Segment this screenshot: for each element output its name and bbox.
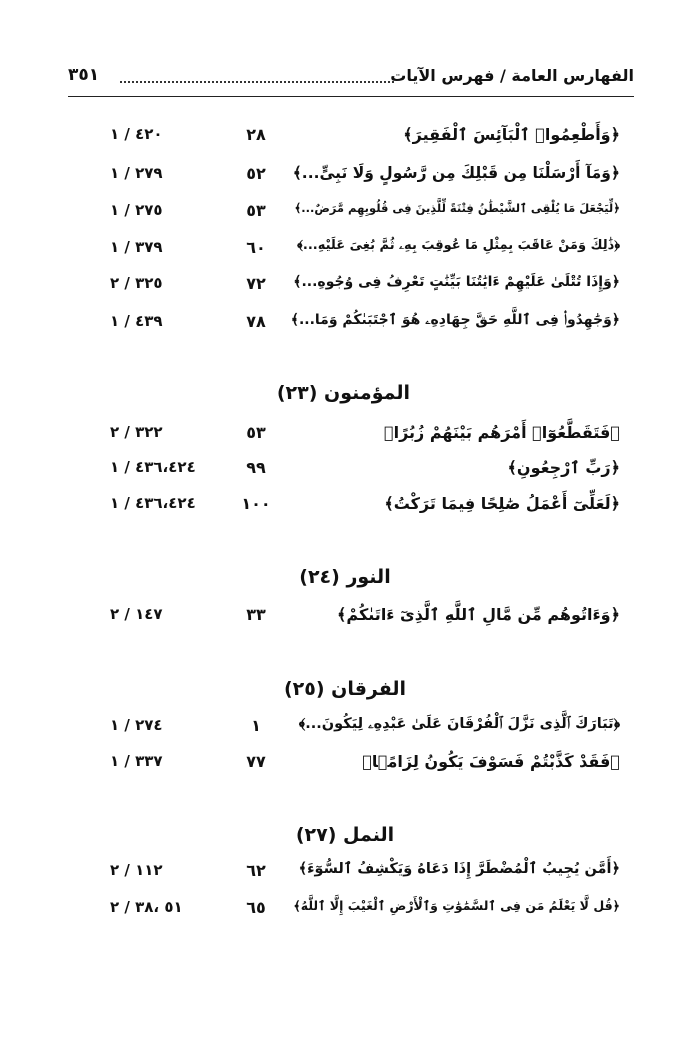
index-entry <box>0 605 700 635</box>
section-title-al-muminun: المؤمنون (٢٣) <box>276 382 410 404</box>
verse-number: ٢٨ <box>246 125 266 144</box>
index-entry <box>0 312 700 342</box>
index-entry <box>0 861 700 891</box>
verse-number: ٦٥ <box>246 898 266 917</box>
verse-text: ﴿وَإِذَا تُتْلَىٰ عَلَيْهِمْ ءَايَٰتُنَا بَيِّنَٰتٍ تَعْرِفُ فِى وُجُوهِ...﴾ <box>293 274 620 290</box>
index-entry <box>0 164 700 194</box>
verse-text: ﴿لَعَلِّىٓ أَعْمَلُ صَٰلِحًا فِيمَا تَرَكْتُ﴾ <box>384 494 620 513</box>
page-reference: ٢٧٤ / ١ <box>110 716 163 734</box>
verse-text: ﴿لِّيَجْعَلَ مَا يُلْقِى ٱلشَّيْطَٰنُ فِتْنَةً لِّلَّذِينَ فِى قُلُوبِهِم مَّرَضٌ...﴾ <box>294 201 620 215</box>
verse-number: ٥٢ <box>246 164 266 183</box>
verse-number: ١٠٠ <box>241 494 271 513</box>
index-entry <box>0 494 700 524</box>
page-reference: ٣٢٥ / ٢ <box>110 274 163 292</box>
index-entry <box>0 201 700 231</box>
page-reference: ٤٣٩ / ١ <box>110 312 163 330</box>
page-header <box>68 62 634 97</box>
index-entry <box>0 458 700 488</box>
verse-number: ٥٣ <box>246 201 266 220</box>
index-entry <box>0 274 700 304</box>
page-reference: ٢٧٥ / ١ <box>110 201 163 219</box>
verse-text: ﴿وَجَٰهِدُوا۟ فِى ٱللَّهِ حَقَّ جِهَادِهِۦ هُوَ ٱجْتَبَىٰكُمْ وَمَا...﴾ <box>290 312 620 328</box>
verse-number: ٦٢ <box>246 861 266 880</box>
verse-number: ٥٣ <box>246 423 266 442</box>
page-reference: ١١٢ / ٢ <box>110 861 163 879</box>
index-entry <box>0 125 700 155</box>
verse-text: ﴿قُل لَّا يَعْلَمُ مَن فِى ٱلسَّمَٰوَٰتِ وَٱلْأَرْضِ ٱلْغَيْبَ إِلَّا ٱللَّهُ﴾ <box>293 898 620 913</box>
page-reference: ٢٧٩ / ١ <box>110 164 163 182</box>
header-dot-leader <box>120 81 394 83</box>
verse-number: ٦٠ <box>246 238 266 257</box>
index-entry <box>0 898 700 928</box>
section-title-an-nur: النور (٢٤) <box>299 566 391 588</box>
verse-number: ٧٨ <box>246 312 266 331</box>
verse-number: ١ <box>251 716 261 735</box>
verse-number: ٩٩ <box>246 458 266 477</box>
page-reference: ٣٧٩ / ١ <box>110 238 163 256</box>
page-number: ٣٥١ <box>68 65 100 85</box>
verse-text: ﴿وَأَطْعِمُوا۟ ٱلْبَآئِسَ ٱلْفَقِيرَ﴾ <box>403 125 620 144</box>
section-title-al-furqan: الفرقان (٢٥) <box>283 678 407 700</box>
page-reference: ٣٢٢ / ٢ <box>110 423 163 441</box>
section-title-an-naml: النمل (٢٧) <box>295 824 395 846</box>
verse-text: ﴿ذَٰلِكَ وَمَنْ عَاقَبَ بِمِثْلِ مَا عُوقِبَ بِهِۦ ثُمَّ بُغِىَ عَلَيْهِ...﴾ <box>297 238 620 253</box>
index-entry <box>0 752 700 782</box>
index-entry <box>0 423 700 453</box>
page-reference: ٥١ ،٣٨ / ٢ <box>110 898 183 916</box>
verse-text: ﴿وَمَآ أَرْسَلْنَا مِن قَبْلِكَ مِن رَّسُولٍ وَلَا نَبِىٍّ...﴾ <box>292 164 620 182</box>
page-reference: ٤٢٠ / ١ <box>110 125 163 143</box>
verse-number: ٧٧ <box>246 752 266 771</box>
page-reference: ٤٣٦،٤٢٤ / ١ <box>110 458 196 476</box>
header-title: الفهارس العامة / فهرس الآيات <box>390 66 634 85</box>
verse-text: ﴿تَبَارَكَ ٱلَّذِى نَزَّلَ ٱلْفُرْقَانَ عَلَىٰ عَبْدِهِۦ لِيَكُونَ...﴾ <box>298 716 620 732</box>
verse-text: ﴿أَمَّن يُجِيبُ ٱلْمُضْطَرَّ إِذَا دَعَاهُ وَيَكْشِفُ ٱلسُّوٓءَ﴾ <box>298 861 620 877</box>
page-reference: ٤٣٦،٤٢٤ / ١ <box>110 494 196 512</box>
page-reference: ٣٣٧ / ١ <box>110 752 163 770</box>
page-reference: ١٤٧ / ٢ <box>110 605 163 623</box>
verse-text: ﴿فَقَدْ كَذَّبْتُمْ فَسَوْفَ يَكُونُ لِزَامًۢا﴾ <box>362 752 620 771</box>
index-entry <box>0 238 700 268</box>
index-entry <box>0 716 700 746</box>
verse-text: ﴿رَبِّ ٱرْجِعُونِ﴾ <box>507 458 620 477</box>
verse-number: ٣٣ <box>246 605 266 624</box>
verse-number: ٧٢ <box>246 274 266 293</box>
verse-text: ﴿وَءَاتُوهُم مِّن مَّالِ ٱللَّهِ ٱلَّذِىٓ ءَاتَىٰكُمْ﴾ <box>337 605 620 624</box>
verse-text: ﴿فَتَقَطَّعُوٓا۟ أَمْرَهُم بَيْنَهُمْ زُبُرًا﴾ <box>384 423 620 442</box>
